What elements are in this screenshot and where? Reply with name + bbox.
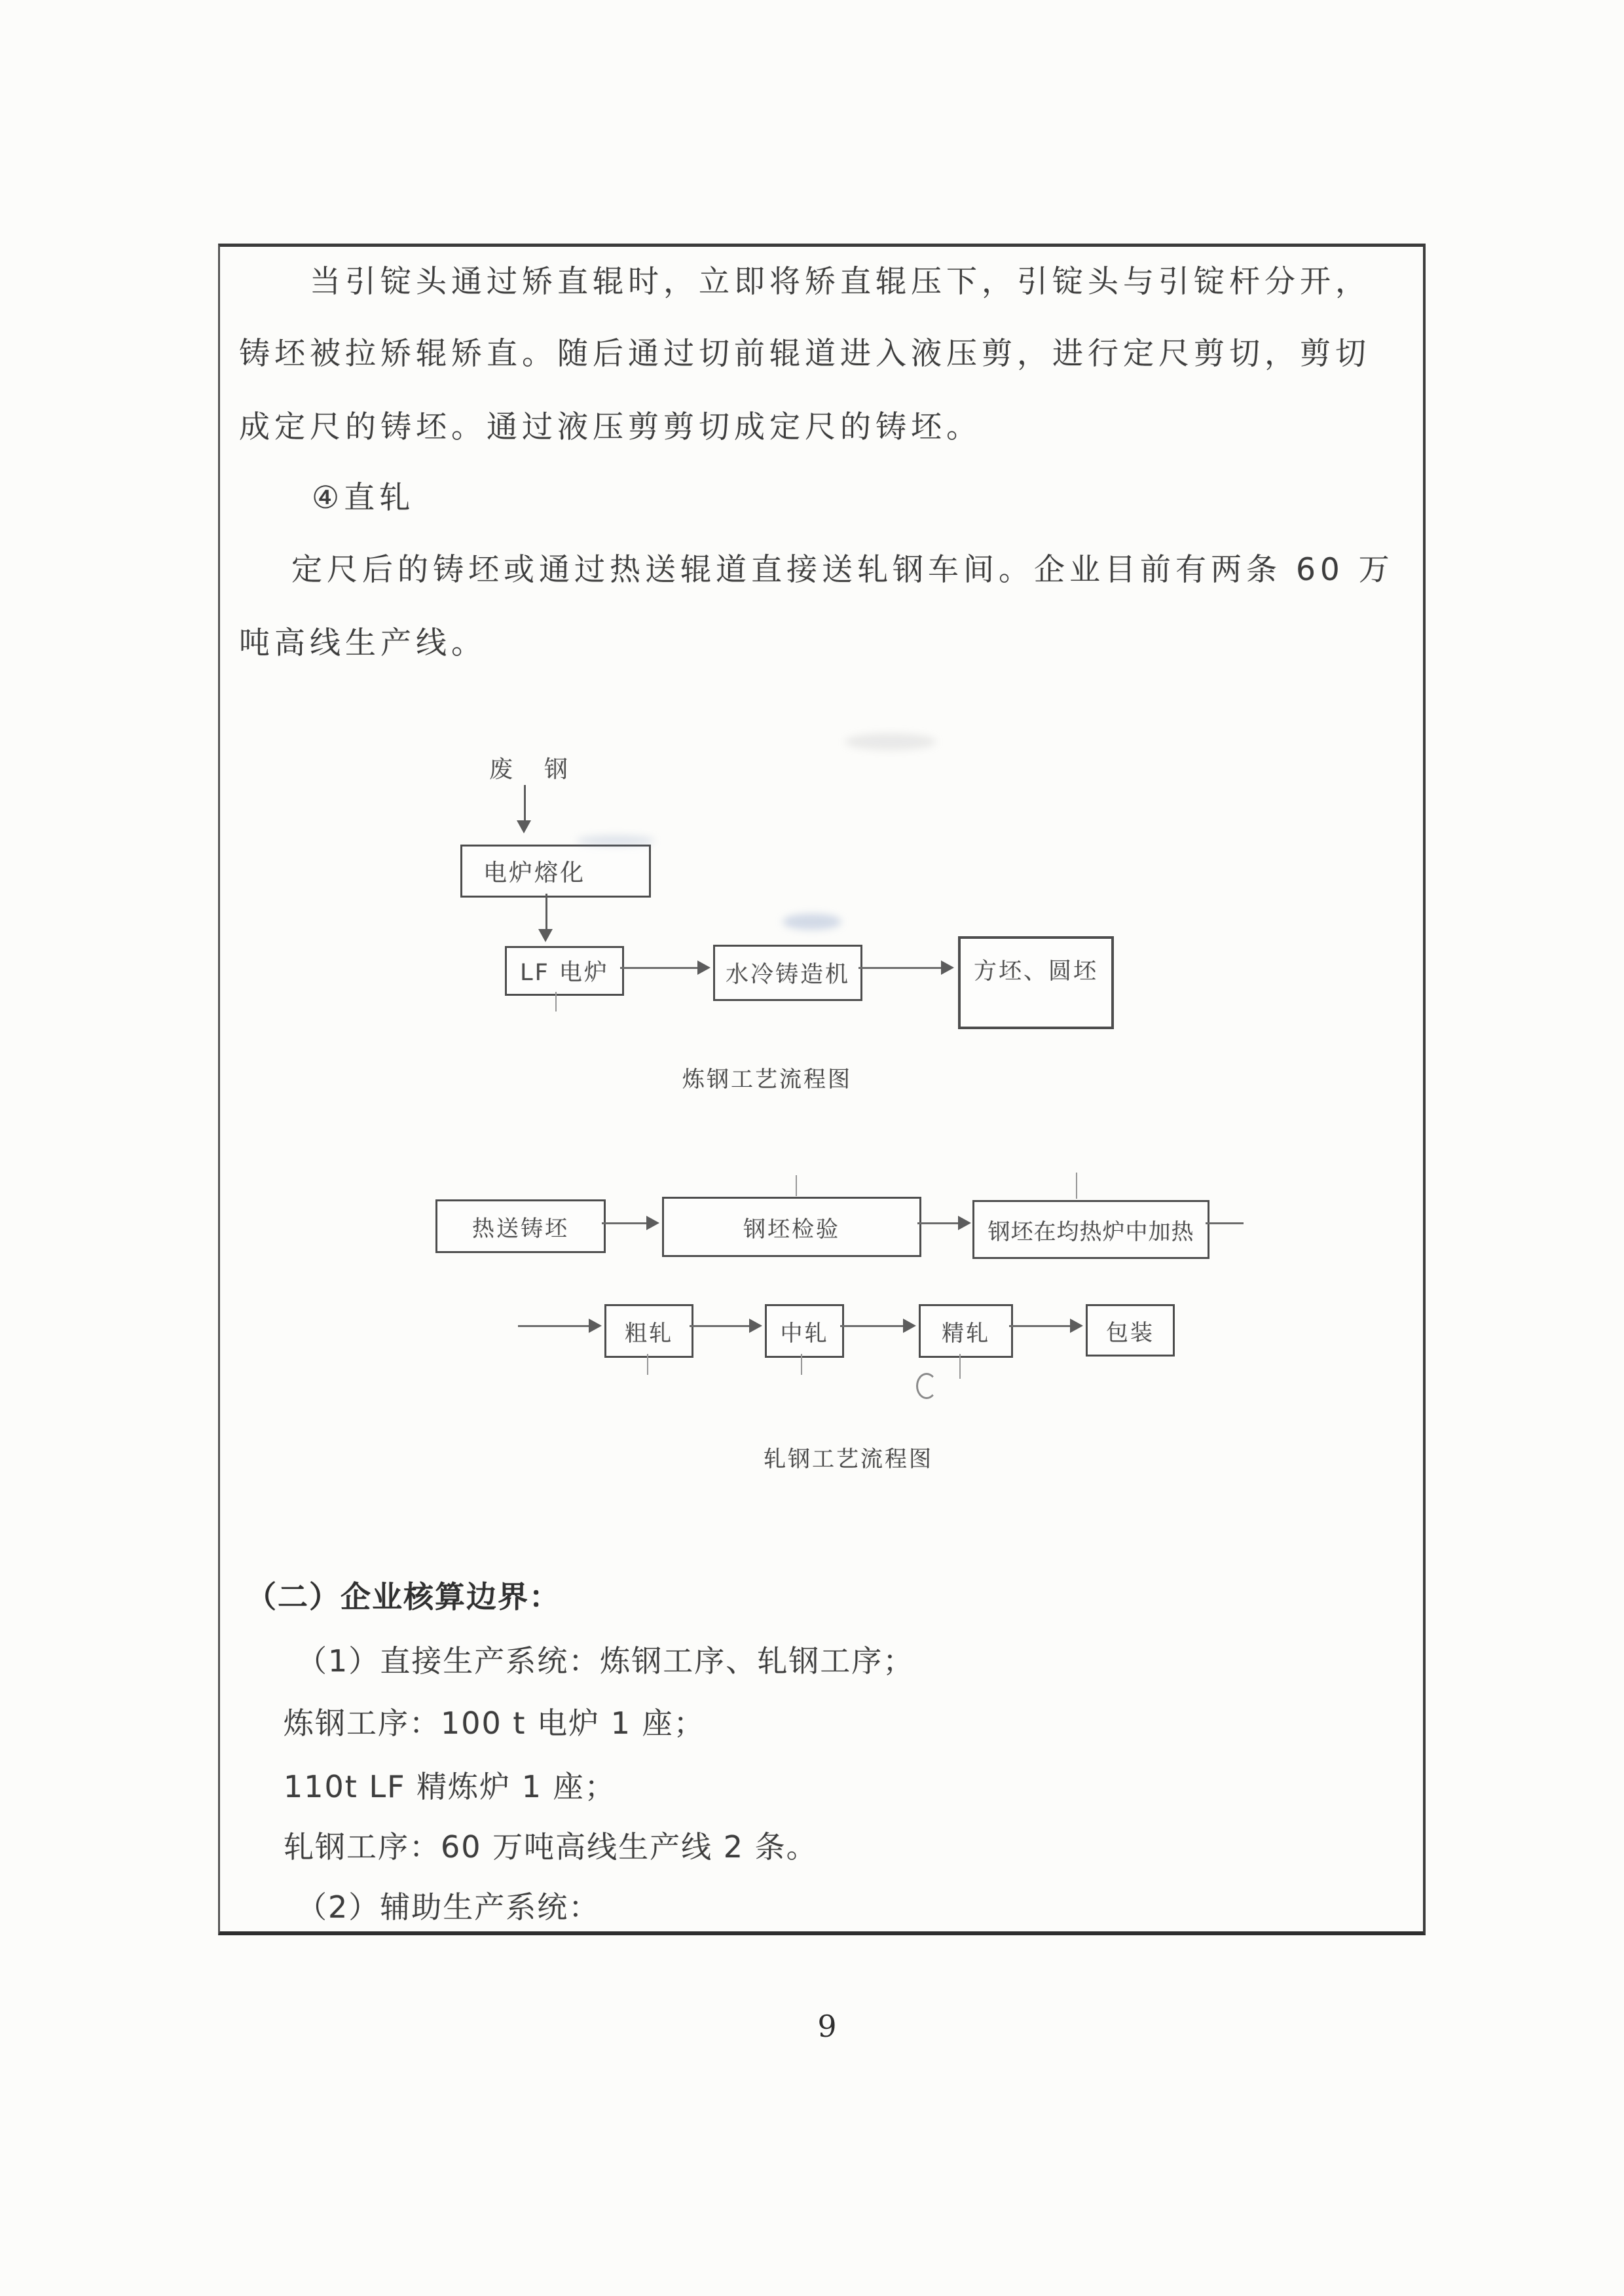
scan-stray-line [796,1175,797,1196]
arrow-right-icon [589,1319,602,1333]
arrow-right-icon [958,1216,971,1230]
paragraph-line: 定尺后的铸坯或通过热送辊道直接送轧钢车间。企业目前有两条 60 万 [291,552,1394,588]
scan-stray-line [959,1354,961,1379]
arrow-right-icon [749,1319,762,1333]
flow-connector-line [858,967,941,969]
flow-node-water-cooled-caster: 水冷铸造机 [713,945,862,1001]
arrow-right-icon [941,960,954,975]
section-item: 轧钢工序：60 万吨高线生产线 2 条。 [284,1829,818,1865]
flow-connector-line [545,894,547,930]
flow-connector-line [1009,1325,1070,1327]
arrow-down-icon [538,929,553,942]
flow-node-rough-rolling: 粗轧 [604,1304,693,1358]
section-item: （1）直接生产系统：炼钢工序、轧钢工序； [297,1643,915,1679]
flow-node-billets: 方坯、圆坯 [958,936,1114,1029]
flowchart-caption-rolling: 轧钢工艺流程图 [764,1446,933,1472]
scan-stray-line [801,1354,802,1375]
flow-node-soaking-furnace-heating: 钢坯在均热炉中加热 [972,1200,1209,1259]
section-item: 110t LF 精炼炉 1 座； [284,1769,616,1804]
paragraph-line: 铸坯被拉矫辊矫直。随后通过切前辊道进入液压剪，进行定尺剪切，剪切 [239,336,1371,372]
paragraph-line: 当引锭头通过矫直辊时，立即将矫直辊压下，引锭头与引锭杆分开， [310,264,1371,300]
flow-connector-line [524,785,526,822]
paragraph-line: 吨高线生产线。 [239,625,487,661]
arrow-right-icon [646,1216,659,1230]
flow-connector-line [917,1222,958,1224]
flowchart-caption-steelmaking: 炼钢工艺流程图 [682,1066,852,1093]
flow-node-electric-furnace-melting: 电炉熔化 [460,845,651,898]
flow-connector-line [690,1325,749,1327]
list-item-heading: ④直轧 [312,480,415,516]
paragraph-line: 成定尺的铸坯。通过液压剪剪切成定尺的铸坯。 [239,409,982,445]
scan-artifact-mark [916,1373,937,1399]
flow-connector-line [518,1325,589,1327]
flow-node-finish-rolling: 精轧 [919,1304,1013,1358]
flow-node-intermediate-rolling: 中轧 [765,1304,844,1358]
flow-node-packing: 包装 [1086,1304,1175,1357]
flow-node-hot-billet: 热送铸坯 [435,1199,606,1253]
scan-stray-line [647,1354,648,1375]
arrow-down-icon [517,820,531,833]
arrow-right-icon [1070,1319,1083,1333]
arrow-right-icon [697,960,710,975]
scan-smudge [576,835,655,846]
scan-smudge [845,733,936,750]
page-number: 9 [817,2009,837,2044]
section-item: 炼钢工序：100 t 电炉 1 座； [284,1705,705,1741]
flow-source-label: 废 钢 [489,756,572,783]
section-item: （2）辅助生产系统： [297,1889,600,1925]
content-table-border [218,244,1426,1935]
scan-stray-line [555,992,557,1011]
scan-smudge [783,914,841,930]
flow-connector-line [840,1325,903,1327]
arrow-right-icon [903,1319,916,1333]
section-heading: （二）企业核算边界： [246,1579,561,1614]
flow-connector-line [602,1222,646,1224]
scan-stray-line [1076,1173,1077,1199]
flow-node-lf-furnace: LF 电炉 [505,946,624,996]
flow-connector-line [620,967,697,969]
flow-node-billet-inspection: 钢坯检验 [662,1197,921,1257]
flow-connector-line [1206,1222,1244,1224]
